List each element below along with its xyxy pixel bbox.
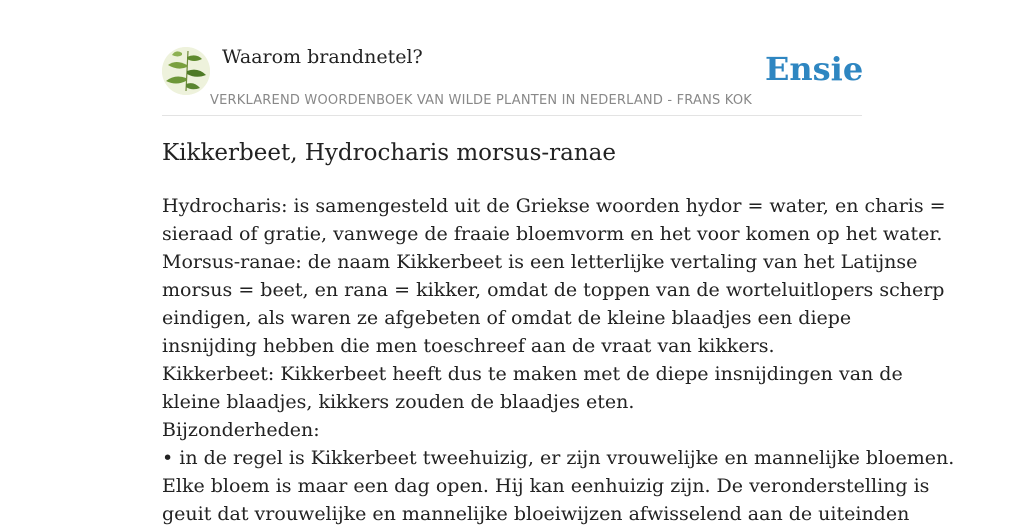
avatar[interactable] [162,47,210,95]
nettle-leaves-icon [162,47,210,95]
entry-line: Elke bloem is maar een dag open. Hij kan eenhuizig zijn. De veronderstelling is [162,475,930,497]
entry-line: geuit dat vrouwelijke en mannelijke bloeiwijzen afwisselend aan de uiteinden [162,503,910,525]
brand-logo[interactable]: Ensie [765,50,864,88]
dictionary-subtitle[interactable]: VERKLAREND WOORDENBOEK VAN WILDE PLANTEN IN NEDERLAND - FRANS KOK [210,93,752,108]
entry-title: Kikkerbeet, Hydrocharis morsus-ranae [162,140,617,166]
entry-line: Bijzonderheden: [162,419,320,441]
entry-body [162,192,955,528]
entry-line: kleine blaadjes, kikkers zouden de blaadjes eten. [162,391,635,413]
entry-line: morsus = beet, en rana = kikker, omdat de toppen van de worteluitlopers scherp [162,279,945,301]
entry-line: Morsus-ranae: de naam Kikkerbeet is een letterlijke vertaling van het Latijnse [162,251,918,273]
entry-line: • in de regel is Kikkerbeet tweehuizig, er zijn vrouwelijke en mannelijke bloemen. [162,447,955,469]
entry-line: eindigen, als waren ze afgebeten of omdat de kleine blaadjes een diepe [162,307,852,329]
header-divider [162,115,862,116]
entry-line: Kikkerbeet: Kikkerbeet heeft dus te maken met de diepe insnijdingen van de [162,363,903,385]
entry-line: insnijding hebben die men toeschreef aan de vraat van kikkers. [162,335,775,357]
header-title[interactable]: Waarom brandnetel? [222,46,423,68]
entry-line: Hydrocharis: is samengesteld uit de Griekse woorden hydor = water, en charis = [162,195,946,217]
entry-line: sieraad of gratie, vanwege de fraaie bloemvorm en het voor komen op het water. [162,223,943,245]
